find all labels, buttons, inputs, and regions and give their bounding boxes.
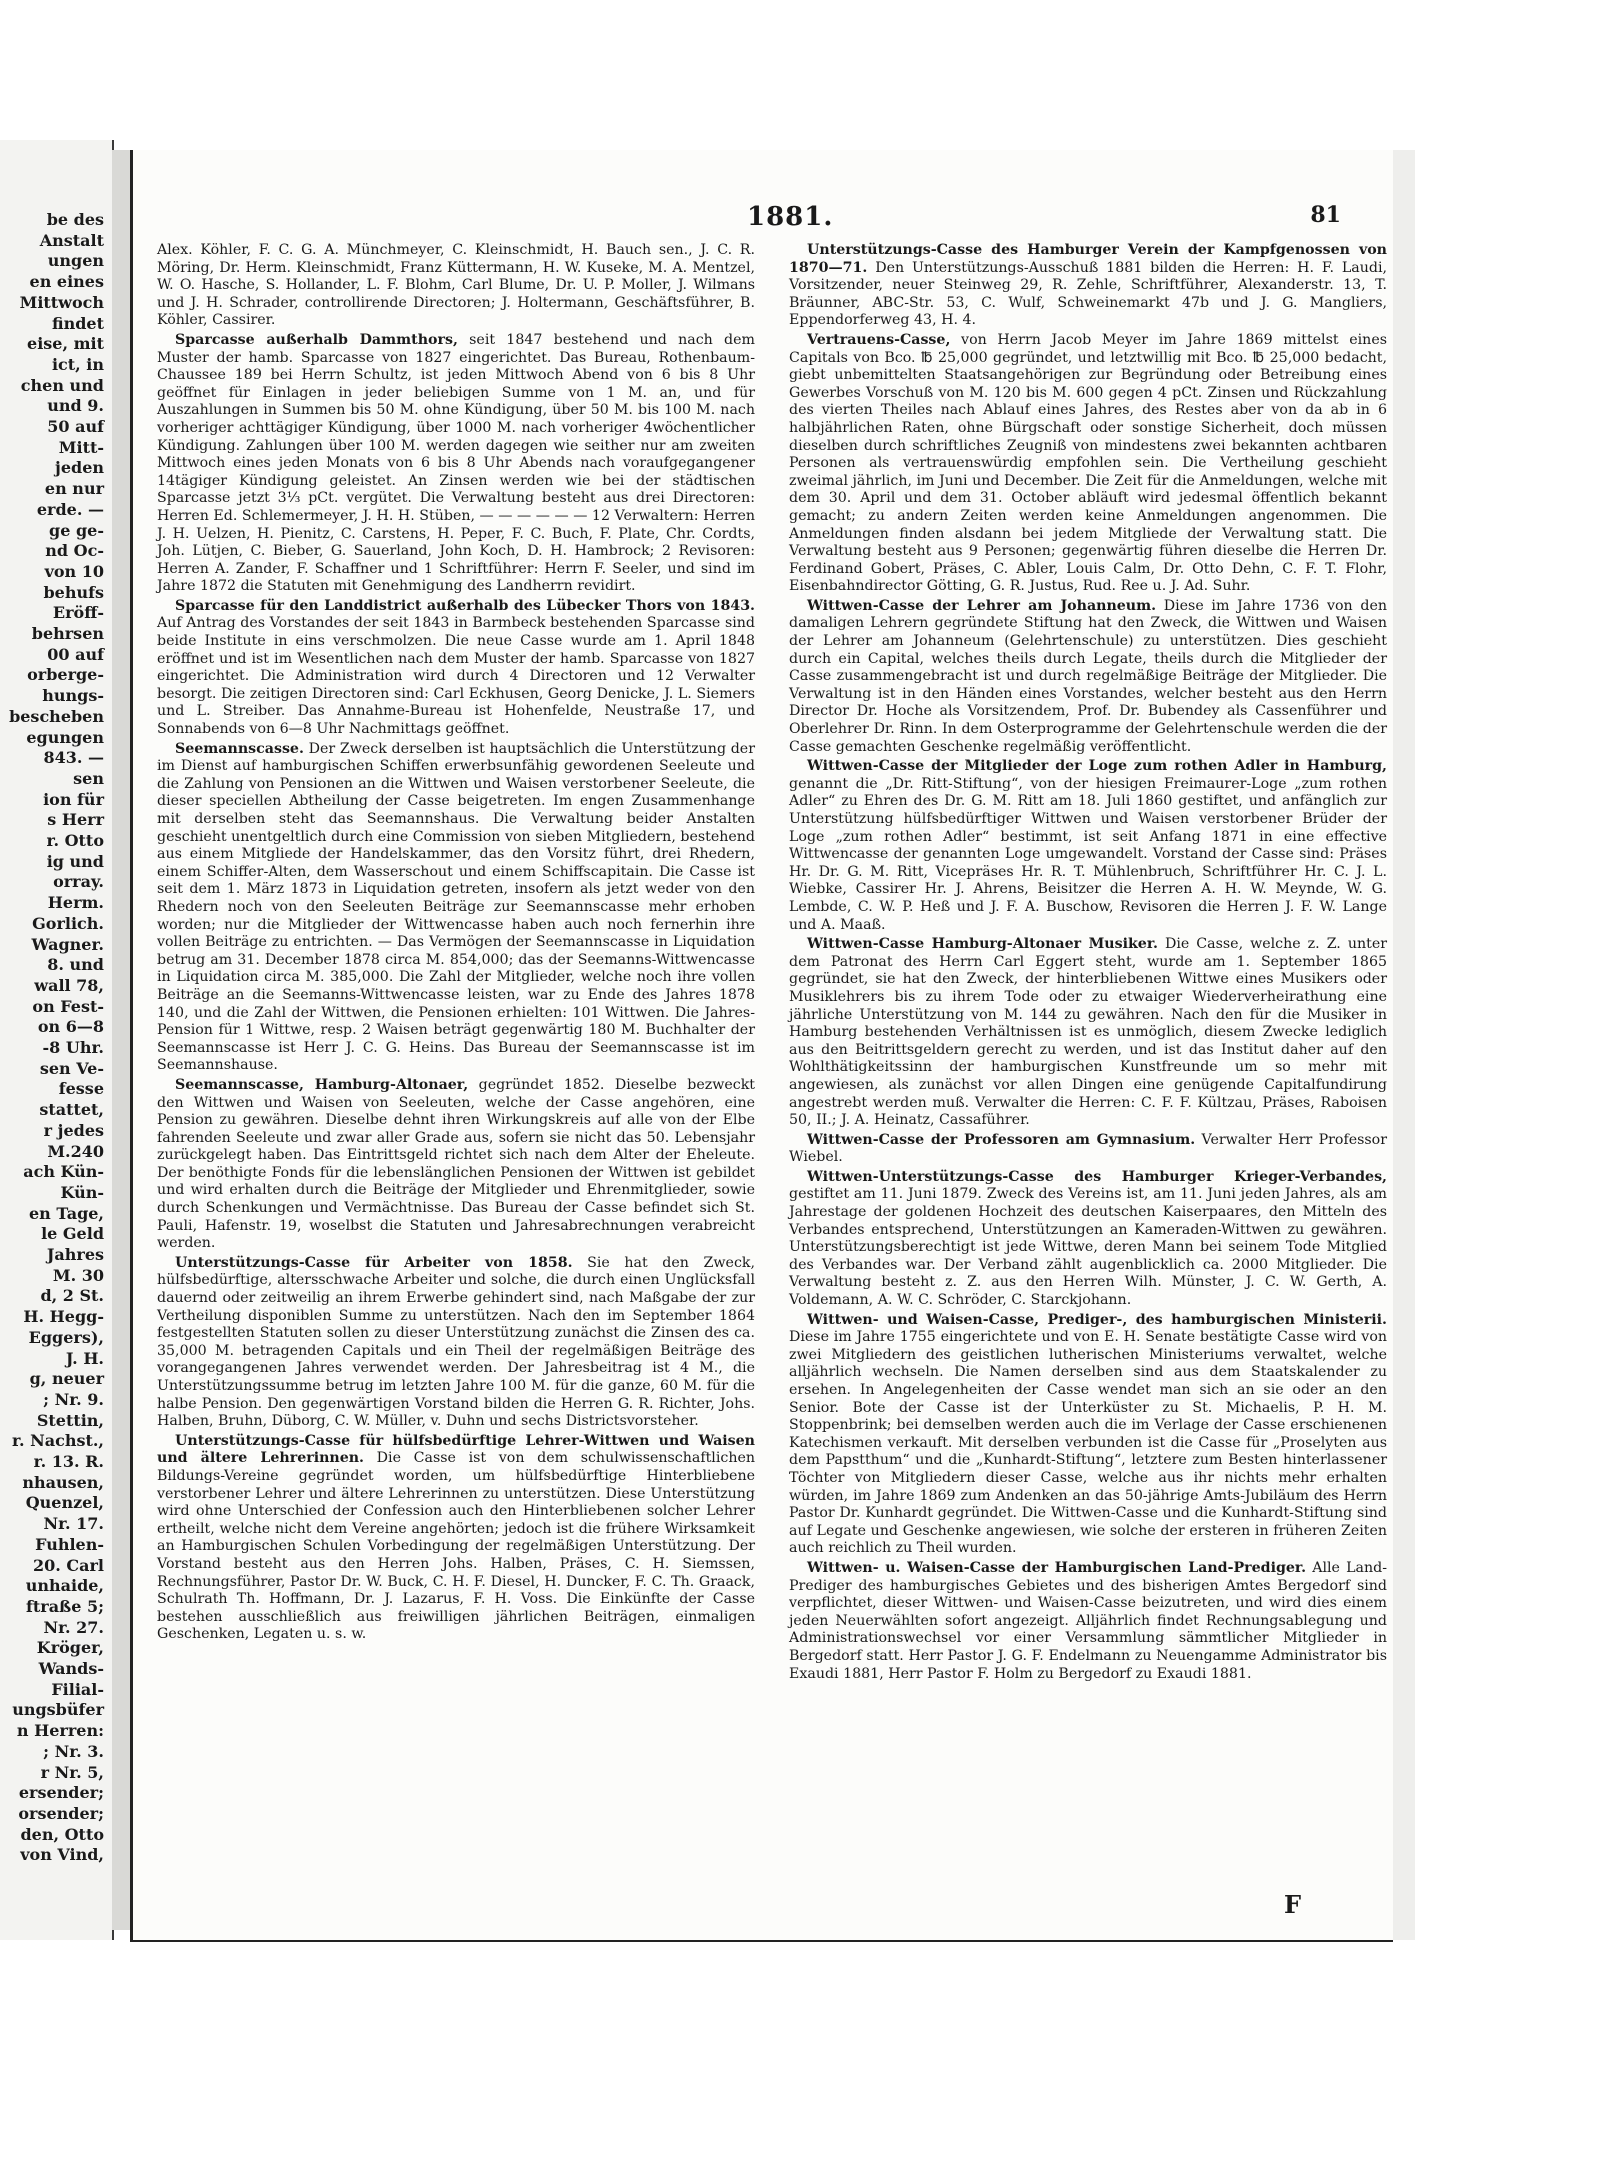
left-column [157, 242, 755, 1646]
entry-heading: Vertrauens-Casse, [807, 331, 951, 348]
margin-fragment: ict, in [51, 354, 104, 374]
margin-fragment: be des [46, 210, 104, 229]
page-edge-right [1390, 150, 1415, 1940]
entry-heading: Wittwen-Casse der Mitglieder der Loge zum rothen Adler in Hamburg, [807, 758, 1387, 775]
margin-fragment: findet [51, 313, 104, 333]
entry-heading: Seemannscasse, Hamburg-Altonaer, [175, 1076, 469, 1093]
entry-text: Diese im Jahre 1736 von den damaligen Lehrern gegründete Stiftung hat den Zweck, die Wittwen und Waisen der Lehrer am Johanneum (Gelehrtenschule) zu unterstützen. Dies geschieht durch ein Capital, welches theils durch Legate, theils durch die Mitglieder der Casse zusammengebracht ist und durch regelmäßige Beiträge der Mitglieder. Die Verwaltung ist in den Händen eines Vorstandes, welcher besteht aus den Herrn Director Dr. Hoche als Vorsitzendem, Prof. Dr. Bubendey als Cassenführer und Oberlehrer Dr. Rinn. In dem Osterprogramme der Gelehrtenschule werden die der Casse gemachten Geschenke regelmäßig veröffentlicht. [789, 597, 1387, 755]
entry-text: Auf Antrag des Vorstandes der seit 1843 in Barmbeck bestehenden Sparcasse sind beide Institute in eins verschmolzen. Die neue Casse wurde am 1. April 1848 eröffnet und ist im Wesentlichen nach dem Muster der hamb. Sparcasse von 1827 eingerichtet. Die Administration wird durch 4 Directoren und 12 Verwalter besorgt. Die zeitigen Directoren sind: Carl Eckhusen, Georg Denicke, J. L. Siemers und L. Streiber. Das Annahme-Bureau ist Hohenfelde, Neustraße 17, und Sonnabends von 6—8 Uhr Nachmittags geöffnet. [157, 615, 755, 738]
margin-fragment: hungs- [42, 686, 104, 706]
entry-heading: Unterstützungs-Casse des Hamburger Verein der Kampfgenossen von 1870—71. [789, 242, 1387, 276]
margin-fragment: ftraße 5; [25, 1596, 104, 1616]
margin-fragment: fesse [58, 1079, 104, 1099]
entry-text: genannt die „Dr. Ritt-Stiftung“, von der hiesigen Freimaurer-Loge „zum rothen Adler“ zu Ehren des Dr. G. M. Ritt am 18. Juli 1860 gestiftet, und anfänglich zur Unterstützung hülfsbedürftiger Wittwen und Waisen verstorbener Brüder der Loge „zum rothen Adler“ bestimmt, ist seit Anfang 1871 in eine effective Wittwencasse der genannten Loge umgewandelt. Vorstand der Casse sind: Präses Hr. Dr. G. M. Ritt, Vicepräses Hr. R. T. Mühlenbruch, Schriftführer Hr. C. J. L. Wiebke, Cassirer Hr. J. Ahrens, Beisitzer die Herren A. H. W. Meynde, W. G. Lembde, C. W. P. Heß und J. F. A. Buschow, Revisoren die Herren J. F. W. Lange und A. Maaß. [789, 775, 1387, 933]
margin-fragment: ; Nr. 3. [43, 1741, 104, 1761]
right-column [789, 242, 1387, 1685]
entry-heading: Wittwen- und Waisen-Casse, Prediger-, des hamburgischen Ministerii. [807, 1311, 1387, 1328]
margin-fragment: n Herren: [16, 1721, 104, 1741]
margin-fragment: egungen [26, 727, 104, 747]
margin-fragment: den, Otto [20, 1824, 104, 1844]
margin-fragment: Kröger, [36, 1638, 104, 1658]
margin-fragment: Nr. 17. [43, 1514, 104, 1534]
margin-fragment: Fuhlen- [35, 1534, 104, 1554]
entry-text: seit 1847 bestehend und nach dem Muster der hamb. Sparcasse von 1827 eingerichtet. Das Bureau, Rothenbaum-Chaussee 189 bei Herrn Schultz, ist jeden Mittwoch Abend von 6 bis 8 Uhr geöffnet für Einlagen in jeder beliebigen Summe von 1 M. an, und für Auszahlungen in Summen bis 50 M. ohne Kündigung, über 50 M. bis 100 M. nach vorheriger achttägiger Kündigung, über 1000 M. nach vorheriger 4wöchentlicher Kündigung. Zahlungen über 100 M. werden dagegen wie seither nur am zweiten Mittwoch eines jeden Monats von 6 bis 8 Uhr Abends nach voraufgegangener 14tägiger Kündigung geleistet. An Zinsen werden wie bei der städtischen Sparcasse jetzt 3⅓ pCt. vergütet. Die Verwaltung besteht aus drei Directoren: Herren Ed. Schlemermeyer, J. H. H. Stüben, — — — — — — 12 Verwaltern: Herren J. H. Uelzen, H. Pienitz, C. Carstens, H. Peper, F. C. Buch, F. Plate, Chr. Cordts, Joh. Lütjen, C. Bieber, G. Sauerland, John Koch, D. H. Hambrock; 2 Revisoren: Herren A. Zander, F. Schaffner und 1 Schriftführer: Herrn F. Seeler, und sind im Jahre 1872 die Statuten mit Genehmigung des Landherrn revidirt. [157, 331, 755, 595]
entry-text: Alle Land-Prediger des hamburgisches Gebietes und des bisherigen Amtes Bergedorf sind verpflichtet, dieser Wittwen- und Waisen-Casse beizutreten, und wird dies einem jeden Neuerwählten sofort angezeigt. Alljährlich findet Rechnungsablegung und Administrationswechsel vor einer Versammlung sämmtlicher Mitglieder in Bergedorf statt. Herr Pastor J. G. F. Endelmann zu Neuengamme Administrator bis Exaudi 1881, Herr Pastor F. Holm zu Bergedorf zu Exaudi 1881. [789, 1559, 1387, 1682]
margin-fragment: Wands- [38, 1659, 104, 1678]
margin-fragment: J. H. [65, 1348, 104, 1368]
margin-fragment: von 10 [44, 561, 104, 581]
margin-fragment: ig und [46, 851, 104, 871]
margin-fragment: orray. [53, 872, 104, 892]
margin-fragment: orberge- [27, 665, 104, 685]
margin-fragment: behufs [43, 582, 104, 602]
margin-fragment: chen und [20, 375, 104, 395]
margin-fragment: on 6—8 [37, 1017, 104, 1037]
margin-fragment: r jedes [43, 1120, 104, 1140]
previous-page-edge [0, 140, 114, 1940]
entry-heading: Wittwen-Casse Hamburg-Altonaer Musiker. [807, 936, 1158, 953]
margin-fragment: M.240 [47, 1141, 104, 1161]
page-header [133, 202, 1393, 236]
entry-paragraph [789, 936, 1387, 1130]
margin-fragment: Filial- [51, 1679, 104, 1699]
margin-fragment: en Tage, [28, 1203, 104, 1223]
entry-paragraph [157, 598, 755, 739]
page-number: 81 [1310, 202, 1341, 228]
margin-fragment: und 9. [47, 396, 104, 416]
margin-fragment: behrsen [31, 624, 104, 643]
entry-text: Verwalter Herr Professor Wiebel. [789, 1131, 1387, 1166]
margin-fragment: 843. — [43, 748, 104, 768]
margin-fragment: bescheben [9, 706, 104, 726]
margin-fragment: ach Kün- [23, 1162, 104, 1182]
entry-heading: Wittwen-Casse der Professoren am Gymnasium. [807, 1131, 1196, 1148]
margin-fragment: 8. und [47, 955, 104, 975]
entry-heading: Wittwen-Casse der Lehrer am Johanneum. [807, 597, 1157, 614]
margin-fragment: d, 2 St. [40, 1286, 104, 1306]
margin-fragment: en nur [44, 479, 104, 499]
margin-fragment: 20. Carl [32, 1555, 104, 1575]
margin-fragment: von Vind, [20, 1845, 104, 1865]
margin-fragment: r. 13. R. [33, 1452, 104, 1471]
entry-paragraph [157, 332, 755, 596]
entry-heading: Unterstützungs-Casse für Arbeiter von 1858. [175, 1254, 573, 1271]
entry-text: Den Unterstützungs-Ausschuß 1881 bilden die Herren: H. F. Laudi, Vorsitzender, neuer Steinweg 29, R. Zehle, Schriftführer, Alexanderstr. 13, T. Bräunner, ABC-Str. 53, C. Wulf, Schweinemarkt 47b und J. G. Mangliers, Eppendorferweg 43, H. 4. [789, 259, 1387, 329]
margin-fragment: ungen [47, 251, 104, 271]
entry-paragraph [157, 242, 755, 330]
margin-fragment: sen Ve- [39, 1058, 104, 1078]
entry-paragraph [789, 1560, 1387, 1683]
margin-fragment: Kün- [60, 1182, 104, 1202]
entry-text: von Herrn Jacob Meyer im Jahre 1869 mittelst eines Capitals von Bco. ℔ 25,000 gegründet, und letztwillig mit Bco. ℔ 25,000 bedacht, giebt unbemittelten Staatsangehörigen zur Begründung oder Betreibung eines Gewerbes Vorschuß von M. 120 bis M. 600 gegen 4 pCt. Zinsen und Rückzahlung des vierten Theiles nach Ablauf eines Jahres, des Restes aber von da ab in 6 halbjährlichen Raten, ohne Bürgschaft oder sonstige Sicherheit, doch müssen dieselben durch schriftliches Zeugniß von mindestens zwei bekannten achtbaren Personen als vertrauenswürdig empfohlen sein. Die Vertheilung geschieht zweimal jährlich, im Juni und December. Die Zeit für die Anmeldungen, welche mit dem 30. April und dem 31. October abläuft wird jedesmal öffentlich bekannt gemacht; zu andern Zeiten werden keine Anmeldungen angenommen. Die Anmeldungen finden alsdann bei jedem Mitgliede der Verwaltung statt. Die Verwaltung besteht aus 9 Personen; gegenwärtig führen dieselbe die Herren Dr. Ferdinand Gobert, Präses, C. Abler, Louis Calm, Dr. Otto Dehn, C. F. T. Flohr, Eisenbahndirector Götting, G. R. Justus, Rud. Ree u. J. Ad. Suhr. [789, 331, 1387, 595]
entry-paragraph [789, 598, 1387, 756]
signature-mark: F [1283, 1890, 1301, 1919]
entry-paragraph [789, 1132, 1387, 1167]
entry-heading: Sparcasse für den Landdistrict außerhalb des Lübecker Thors von 1843. [175, 597, 755, 614]
entry-text: Der Zweck derselben ist hauptsächlich die Unterstützung der im Dienst auf hamburgischen Schiffen erwerbsunfähig gewordenen Seeleute und die Zahlung von Pensionen an die Wittwen und Waisen verstorbener Seeleute, die dieser speciellen Abtheilung der Casse beigetreten. Im engen Zusammenhange mit derselben steht das Seemannshaus. Die Verwaltung beider Anstalten geschieht unentgeltlich durch eine Commission von sieben Mitgliedern, bestehend aus einem Mitgliede der Handelskammer, das den Vorsitz führt, drei Rhedern, einem Schiffer-Alten, dem Wasserschout und einem Schiffscapitain. Die Casse ist seit dem 1. März 1873 in Liquidation getreten, insofern als jetzt weder von den Rhedern noch von den Seeleuten Beiträge zur Seemannscasse mehr erhoben worden; nur die Mitglieder der Wittwencasse haben auch noch fernerhin ihre vollen Beiträge zu entrichten. — Das Vermögen der Seemannscasse in Liquidation betrug am 31. December 1878 circa M. 854,000; das der Seemanns-Wittwencasse in Liquidation circa M. 385,000. Die Zahl der Mitglieder, welche noch ihre vollen Beiträge an die Seemanns-Wittwencasse leisten, war zu Ende des Jahres 1878 140, und die Zahl der Wittwen, die Pensionen erhielten: 101 Wittwen. Die Jahres-Pension für 1 Wittwe, resp. 2 Waisen beträgt gegenwärtig 180 M. Buchhalter der Seemannscasse ist Herr J. C. G. Heins. Das Bureau der Seemannscasse ist im Seemannshause. [157, 740, 755, 1074]
margin-fragment: orsender; [18, 1803, 104, 1823]
margin-fragment: unhaide, [25, 1576, 104, 1596]
entry-text: Diese im Jahre 1755 eingerichtete und von E. H. Senate bestätigte Casse wird von zwei Mitgliedern des geistlichen lutherischen Ministeriums verwaltet, welche alljährlich wechseln. Die Namen derselben sind aus dem Staatskalender zu ersehen. In Angelegenheiten der Casse wendet man sich an sie oder an den Senior. Bote der Casse ist der Unterküster zu St. Michaelis, P. H. M. Stoppenbrink; bei demselben werden auch die im Verlage der Casse erschienenen Katechismen verkauft. Mit derselben verbunden ist die Casse für „Proselyten aus dem Papstthum“ und die „Kunhardt-Stiftung“, letztere zum Besten hinterlassener Töchter von Mitgliedern dieser Casse, welche aus ihr nichts mehr erhalten würden, im Jahre 1869 zum Andenken an das 50-jährige Amts-Jubiläum des Herrn Pastor Dr. Kunhardt gegründet. Die Wittwen-Casse und die Kunhardt-Stiftung sind auf Legate und Geschenke angewiesen, wie solche der ersteren in früheren Zeiten auch reichlich zu Theil wurden. [789, 1329, 1387, 1557]
entry-heading: Wittwen- u. Waisen-Casse der Hamburgischen Land-Prediger. [807, 1559, 1307, 1576]
entry-paragraph [789, 1169, 1387, 1310]
page-year: 1881. [747, 202, 834, 232]
margin-fragment: 50 auf [47, 417, 104, 436]
entry-paragraph [789, 758, 1387, 934]
margin-fragment: erde. — [36, 499, 104, 519]
margin-fragment: jeden [55, 458, 104, 478]
margin-fragment: Herm. [47, 893, 104, 913]
entry-text: Sie hat den Zweck, hülfsbedürftige, altersschwache Arbeiter und solche, die durch einen Unglücksfall dauernd oder zeitweilig an ihrem Erwerbe gehindert sind, nach Maßgabe der zur Vertheilung disponiblen Summe zu unterstützen. Nach den im September 1864 festgestellten Statuten sollen zu dieser Unterstützung zunächst die Zinsen des ca. 35,000 M. betragenden Capitals und ein Theil der regelmäßigen Beiträge des vorangegangenen Jahres verwendet werden. Der Jahresbeitrag ist 4 M., die Unterstützungssumme betrug im letzten Jahre 100 M. für die ganze, 60 M. für die halbe Pension. Den gegenwärtigen Vorstand bilden die Herren G. R. Richter, Johs. Halben, Bruhn, Düborg, C. W. Müller, v. Duhn und sechs Districtsvorsteher. [157, 1254, 755, 1430]
margin-fragment: r. Otto [46, 831, 104, 850]
margin-fragment: le Geld [41, 1224, 104, 1244]
margin-fragment: ungsbüfer [12, 1700, 104, 1720]
margin-fragment: eise, mit [27, 334, 104, 354]
margin-fragment: Gorlich. [32, 913, 104, 933]
margin-fragment: 00 auf [47, 644, 104, 664]
entry-text: gegründet 1852. Dieselbe bezweckt den Wittwen und Waisen von Seeleuten, welche der Casse angehören, eine Pension zu gewähren. Dieselbe dehnt ihren Wirkungskreis auf alle von der Elbe fahrenden Seeleute und zwar aller Grade aus, sofern sie nicht das 50. Lebensjahr zurückgelegt haben. Das Eintrittsgeld richtet sich nach dem Alter der Eheleute. Der benöthigte Fonds für die lebenslänglichen Pensionen der Wittwen ist gebildet und wird erhalten durch die Beiträge der Mitglieder und Ehrenmitglieder, sowie durch Schenkungen und Vermächtnisse. Das Bureau der Casse befindet sich St. Pauli, Hafenstr. 19, woselbst die Statuten und Jahresabrechnungen verabreicht werden. [157, 1076, 755, 1252]
entry-heading: Seemannscasse. [175, 740, 304, 757]
margin-fragment: s Herr [47, 810, 104, 830]
margin-fragment: nd Oc- [45, 541, 104, 561]
margin-fragment: stattet, [39, 1100, 104, 1120]
entry-paragraph [789, 332, 1387, 596]
margin-fragment: r. Nachst., [11, 1431, 104, 1451]
margin-fragment: Mittwoch [19, 292, 104, 312]
margin-fragment: Stettin, [36, 1410, 104, 1430]
entry-heading: Wittwen-Unterstützungs-Casse des Hamburger Krieger-Verbandes, [807, 1168, 1387, 1185]
entry-text: Die Casse, welche z. Z. unter dem Patronat des Herrn Carl Eggert steht, wurde am 1. September 1865 gegründet, sie hat den Zweck, der hinterbliebenen Wittwe eines Musikers oder Musiklehrers bis zu ihrem Tode oder zu etwaiger Wiederverheirathung eine jährliche Unterstützung von M. 144 zu gewähren. Nach den für die Musiker in Hamburg bestehenden Verhältnissen ist es unmöglich, diesem Zwecke lediglich aus den Beitrittsgeldern gerecht zu werden, und ist das Institut daher auf den Wohlthätigkeitssinn der hamburgischen Kunstfreunde um so mehr mit angewiesen, als zunächst vor allen Dingen eine genügende Capitalfundirung angestrebt werden muß. Verwalter die Herren: C. F. F. Kültzau, Präses, Raboisen 50, II.; J. A. Heinatz, Cassaführer. [789, 936, 1387, 1129]
entry-paragraph [157, 1077, 755, 1253]
margin-fragment: ersender; [18, 1783, 104, 1803]
entry-text: Alex. Köhler, F. C. G. A. Münchmeyer, C. Kleinschmidt, H. Bauch sen., J. C. R. Möring, Dr. Herm. Kleinschmidt, Franz Küttermann, H. W. Kuseke, M. A. Mentzel, W. O. Hasche, S. Hollander, L. F. Blohm, Carl Blume, Dr. U. P. Moller, J. Wilmans und J. H. Schrader, controllirende Directoren; J. Holtermann, Geschäftsführer, B. Köhler, Cassirer. [157, 242, 755, 329]
entry-paragraph [157, 1255, 755, 1431]
margin-fragment: M. 30 [52, 1265, 104, 1285]
margin-fragment: sen [73, 768, 104, 788]
entry-heading: Sparcasse außerhalb Dammthors, [175, 331, 458, 348]
entry-paragraph [789, 1312, 1387, 1558]
margin-fragment: on Fest- [32, 996, 104, 1016]
margin-fragment: Anstalt [39, 230, 104, 250]
margin-fragment: nhausen, [22, 1472, 104, 1492]
margin-fragment: -8 Uhr. [42, 1038, 104, 1057]
entry-heading: Unterstützungs-Casse für hülfsbedürftige Lehrer-Wittwen und Waisen und ältere Lehrerinnen. [157, 1432, 755, 1467]
margin-fragment: en eines [29, 272, 104, 292]
entry-text: Die Casse ist von dem schulwissenschaftlichen Bildungs-Vereine gegründet worden, um hülfsbedürftige Hinterbliebene verstorbener Lehrer und ältere Lehrerinnen zu unterstützen. Diese Unterstützung wird ohne Unterschied der Confession auch den Hinterbliebenen solcher Lehrer ertheilt, welche nicht dem Vereine angehörten; jedoch ist die frühere Wirksamkeit an Hamburgischen Schulen Vorbedingung der regelmäßigen Unterstützung. Der Vorstand besteht aus den Herren Johs. Halben, Präses, C. H. Siemssen, Rechnungsführer, Pastor Dr. W. Buck, C. H. F. Diesel, H. Duncker, F. C. Th. Graack, Schulrath Th. Hoffmann, Dr. J. Lazarus, F. H. Voss. Die Einkünfte der Casse bestehen ausschließlich aus freiwilligen jährlichen Beiträgen, einmaligen Geschenken, Legaten u. s. w. [157, 1450, 755, 1643]
margin-fragment: Wagner. [31, 934, 104, 954]
entry-paragraph [789, 242, 1387, 330]
margin-fragment: ion für [43, 789, 104, 809]
entry-paragraph [157, 1433, 755, 1644]
margin-fragment: Mitt- [58, 437, 104, 457]
margin-fragment: Jahres [46, 1245, 104, 1264]
entry-paragraph [157, 741, 755, 1075]
margin-fragment: Eggers), [28, 1327, 104, 1347]
entry-text: gestiftet am 11. Juni 1879. Zweck des Vereins ist, am 11. Juni jeden Jahres, als am Jahrestage der goldenen Hochzeit des deutschen Kaiserpaares, den Mitteln des Verbandes entsprechend, Unterstützungen an Kameraden-Wittwen zu gewähren. Unterstützungsberechtigt ist jede Wittwe, deren Mann bei seinem Tode Mitglied des Verbandes war. Der Verband zählt augenblicklich ca. 2000 Mitglieder. Die Verwaltung besteht z. Z. aus den Herren Wilh. Münster, J. C. W. Gerth, A. Voldemann, A. W. C. Schröder, C. Starckjohann. [789, 1186, 1387, 1309]
margin-fragment: ; Nr. 9. [43, 1389, 104, 1409]
margin-fragment: Eröff- [52, 603, 104, 623]
margin-fragment: wall 78, [34, 975, 104, 995]
margin-fragment: r Nr. 5, [40, 1762, 104, 1782]
margin-fragment: g, neuer [29, 1369, 104, 1389]
margin-fragment: H. Hegg- [23, 1307, 104, 1327]
document-page [130, 150, 1393, 1942]
margin-fragment: ge ge- [49, 520, 104, 540]
margin-fragment: Nr. 27. [43, 1617, 104, 1637]
margin-fragment: Quenzel, [25, 1493, 104, 1513]
